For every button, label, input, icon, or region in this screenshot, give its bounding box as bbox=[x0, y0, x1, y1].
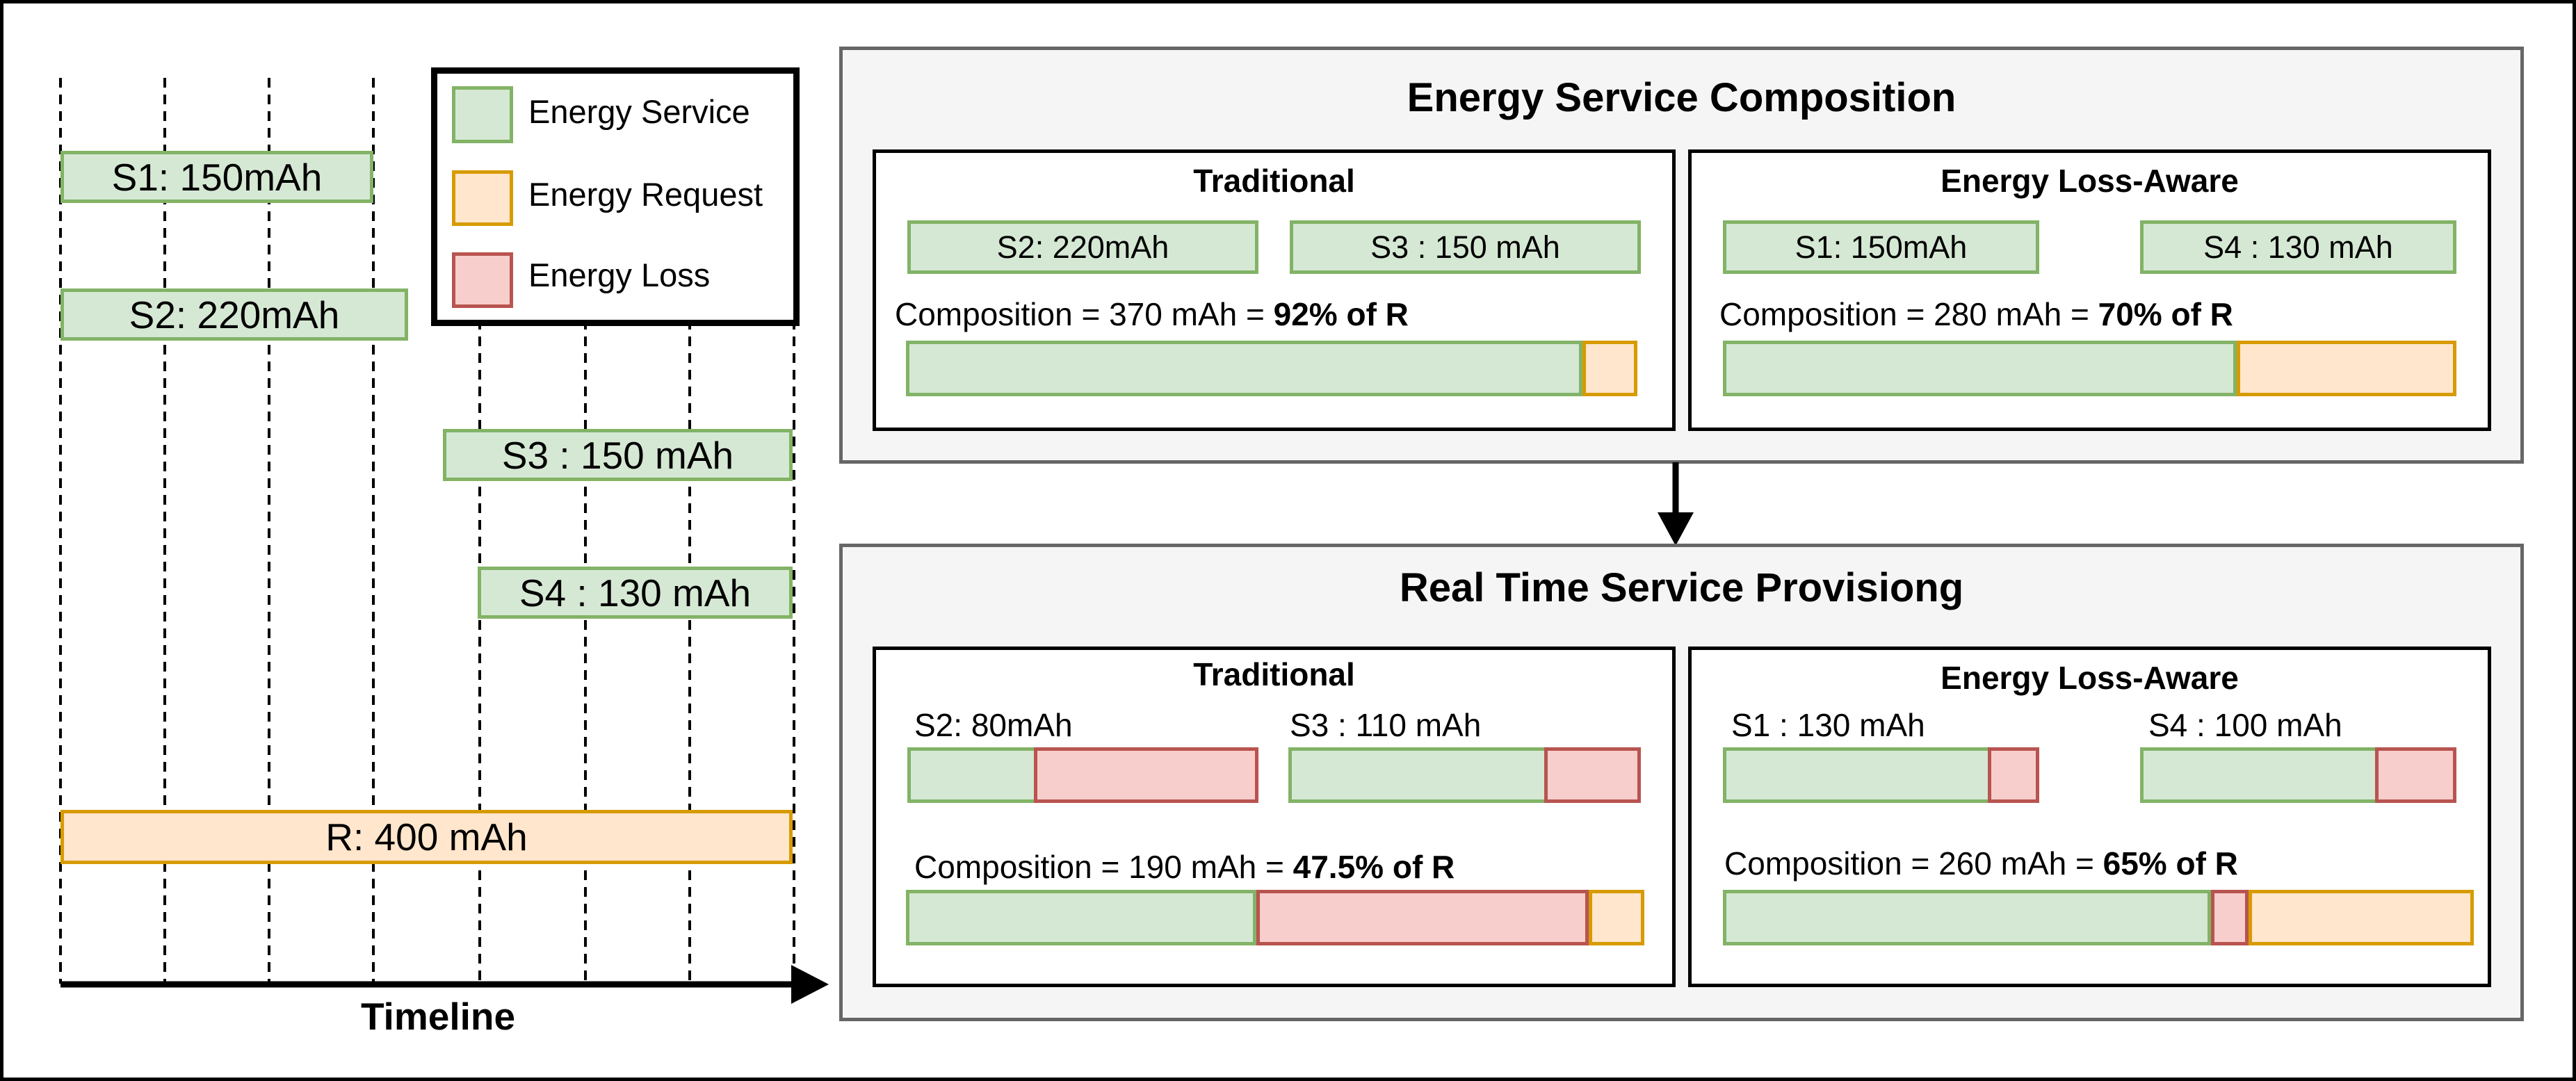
bar-segment-unfilled bbox=[1589, 890, 1644, 945]
bar-segment-unfilled bbox=[2237, 341, 2456, 396]
bar-segment-service bbox=[1723, 747, 1991, 803]
composition-lossaware-bar bbox=[1723, 341, 2456, 396]
summary-percent: 92% of R bbox=[1273, 296, 1409, 332]
composition-traditional-summary bbox=[895, 295, 1409, 333]
timeline-bar-s2: S2: 220mAh bbox=[60, 288, 408, 341]
composition-lossaware-service-b: S4 : 130 mAh bbox=[2140, 220, 2456, 274]
bar-segment-loss bbox=[1988, 747, 2039, 803]
provisioning-lossaware-service-b-bar bbox=[2140, 747, 2456, 803]
timeline-bar-request: R: 400 mAh bbox=[60, 810, 793, 864]
provisioning-panel-title: Real Time Service Provisiong bbox=[1399, 565, 1964, 610]
summary-percent: 47.5% of R bbox=[1293, 849, 1455, 885]
legend-swatch-request bbox=[452, 170, 513, 226]
summary-percent: 65% of R bbox=[2103, 845, 2238, 881]
flow-arrow bbox=[1655, 462, 1696, 549]
provisioning-lossaware-bar bbox=[1723, 890, 2474, 945]
bar-segment-service bbox=[2140, 747, 2379, 803]
composition-lossaware-service-a: S1: 150mAh bbox=[1723, 220, 2039, 274]
legend-swatch-loss bbox=[452, 252, 513, 308]
provisioning-lossaware-summary bbox=[1724, 845, 2238, 882]
provisioning-lossaware-service-a-bar bbox=[1723, 747, 2039, 803]
timeline-bar-s3: S3 : 150 mAh bbox=[443, 429, 793, 481]
flow-arrow-head bbox=[1658, 512, 1694, 546]
provisioning-lossaware-label-a: S1 : 130 mAh bbox=[1731, 707, 1925, 743]
provisioning-traditional-service-b-bar bbox=[1288, 747, 1641, 803]
legend-label-loss: Energy Loss bbox=[528, 257, 711, 293]
composition-traditional-bar bbox=[906, 341, 1637, 396]
provisioning-traditional-bar bbox=[906, 890, 1644, 945]
composition-traditional-title: Traditional bbox=[1193, 163, 1355, 199]
composition-lossaware-title: Energy Loss-Aware bbox=[1941, 163, 2239, 199]
provisioning-traditional-label-a: S2: 80mAh bbox=[914, 707, 1073, 743]
timeline-bar-s4: S4 : 130 mAh bbox=[478, 567, 793, 619]
bar-segment-service bbox=[1723, 890, 2211, 945]
provisioning-lossaware-label-b: S4 : 100 mAh bbox=[2148, 707, 2342, 743]
provisioning-traditional-title: Traditional bbox=[1193, 656, 1355, 692]
provisioning-traditional-summary bbox=[914, 848, 1455, 886]
bar-segment-unfilled bbox=[1582, 341, 1637, 396]
composition-lossaware-summary bbox=[1719, 295, 2233, 333]
bar-segment-service bbox=[1723, 341, 2237, 396]
bar-segment-service bbox=[906, 341, 1582, 396]
legend-label-service: Energy Service bbox=[528, 93, 750, 130]
composition-traditional-service-b: S3 : 150 mAh bbox=[1290, 220, 1641, 274]
legend-swatch-service bbox=[452, 86, 513, 143]
bar-segment-service bbox=[1288, 747, 1548, 803]
timeline-label: Timeline bbox=[360, 995, 516, 1038]
bar-segment-unfilled bbox=[2249, 890, 2474, 945]
summary-text: Composition = 280 mAh = bbox=[1719, 296, 2098, 332]
bar-segment-loss bbox=[1034, 747, 1258, 803]
summary-text: Composition = 260 mAh = bbox=[1724, 845, 2103, 881]
provisioning-lossaware-title: Energy Loss-Aware bbox=[1941, 660, 2239, 696]
summary-text: Composition = 190 mAh = bbox=[914, 849, 1293, 885]
composition-traditional-service-a: S2: 220mAh bbox=[907, 220, 1258, 274]
bar-segment-service bbox=[906, 890, 1256, 945]
bar-segment-loss bbox=[1544, 747, 1641, 803]
bar-segment-service bbox=[907, 747, 1037, 803]
timeline-bar-s1: S1: 150mAh bbox=[60, 151, 373, 203]
bar-segment-loss bbox=[2375, 747, 2456, 803]
bar-segment-loss bbox=[1256, 890, 1589, 945]
summary-percent: 70% of R bbox=[2098, 296, 2233, 332]
composition-panel-title: Energy Service Composition bbox=[1407, 75, 1957, 120]
provisioning-traditional-service-a-bar bbox=[907, 747, 1258, 803]
legend-label-request: Energy Request bbox=[528, 176, 763, 213]
timeline-arrowhead bbox=[791, 965, 829, 1004]
bar-segment-loss bbox=[2211, 890, 2249, 945]
provisioning-traditional-label-b: S3 : 110 mAh bbox=[1290, 707, 1482, 743]
summary-text: Composition = 370 mAh = bbox=[895, 296, 1274, 332]
